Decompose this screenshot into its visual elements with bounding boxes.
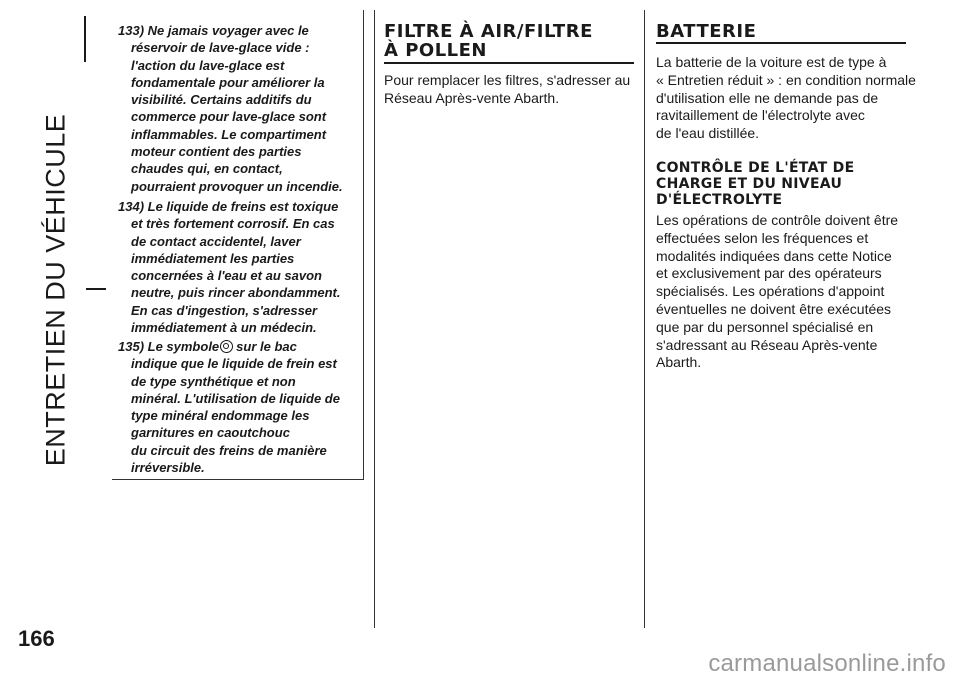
warning-line: pourraient provoquer un incendie. xyxy=(131,178,343,194)
warning-134 xyxy=(118,198,358,336)
battery-body xyxy=(656,54,916,143)
warning-line: commerce pour lave-glace sont xyxy=(131,109,327,125)
warning-line: réservoir de lave-glace vide : xyxy=(131,40,310,56)
electrolyte-body-line: Abarth. xyxy=(656,354,702,371)
battery-body-line: ravitaillement de l'électrolyte avec xyxy=(656,107,865,124)
electrolyte-body-line: que par du personnel spécialisé en xyxy=(656,318,874,335)
warning-line: 133) Ne jamais voyager avec le xyxy=(118,23,309,38)
electrolyte-subheading xyxy=(656,160,854,208)
electrolyte-body-line: et exclusivement par des opérateurs xyxy=(656,265,882,282)
electrolyte-body-line: effectuées selon les fréquences et xyxy=(656,229,869,246)
warning-line: moteur contient des parties xyxy=(131,144,302,160)
side-title-rule-top xyxy=(84,16,86,62)
warning-line: indique que le liquide de frein est xyxy=(131,356,337,372)
battery-heading-line: BATTERIE xyxy=(656,21,757,42)
warning-line: garnitures en caoutchouc xyxy=(131,425,290,441)
electrolyte-body-line: Les opérations de contrôle doivent être xyxy=(656,212,899,228)
electrolyte-subheading-line: CONTRÔLE DE L'ÉTAT DE xyxy=(656,160,855,176)
battery-body-line: d'utilisation elle ne demande pas de xyxy=(656,89,879,106)
warning-line: concernées à l'eau et au savon xyxy=(131,268,322,284)
warning-line: type minéral endommage les xyxy=(131,408,310,424)
warning-line: et très fortement corrosif. En cas xyxy=(131,216,335,232)
warning-line: de contact accidentel, laver xyxy=(131,233,301,249)
battery-body-line: de l'eau distillée. xyxy=(656,125,760,142)
electrolyte-body xyxy=(656,212,898,372)
warning-133 xyxy=(118,22,358,195)
filter-body xyxy=(384,72,630,108)
electrolyte-body-line: éventuelles ne doivent être exécutées xyxy=(656,300,892,317)
warning-line: de type synthétique et non xyxy=(131,373,296,389)
battery-heading xyxy=(656,22,756,41)
electrolyte-subheading-line: CHARGE ET DU NIVEAU xyxy=(656,176,843,192)
column-divider-1 xyxy=(374,10,375,628)
filter-heading-line: FILTRE À AIR/FILTRE xyxy=(384,21,593,42)
warning-line: 134) Le liquide de freins est toxique xyxy=(118,199,339,214)
filter-heading-rule xyxy=(384,62,634,64)
warning-135 xyxy=(118,338,358,476)
warning-line: neutre, puis rincer abondamment. xyxy=(131,285,341,301)
brake-fluid-symbol-icon xyxy=(220,340,233,353)
warning-line: du circuit des freins de manière xyxy=(131,442,327,458)
warning-line: chaudes qui, en contact, xyxy=(131,161,283,177)
warning-line: immédiatement les parties xyxy=(131,250,295,266)
chapter-side-title-text: ENTRETIEN DU VÉHICULE xyxy=(40,113,71,467)
warning-line: minéral. L'utilisation de liquide de xyxy=(131,390,340,406)
warning-line: irréversible. xyxy=(131,460,205,476)
electrolyte-body-line: spécialisés. Les opérations d'appoint xyxy=(656,283,885,300)
battery-body-line: La batterie de la voiture est de type à xyxy=(656,54,887,70)
warning-line: immédiatement à un médecin. xyxy=(131,320,317,336)
electrolyte-subheading-line: D'ÉLECTROLYTE xyxy=(656,192,783,208)
filter-body-line: Réseau Après-vente Abarth. xyxy=(384,89,560,106)
battery-body-line: « Entretien réduit » : en condition normale xyxy=(656,71,916,88)
warning-line: fondamentale pour améliorer la xyxy=(131,74,325,90)
electrolyte-body-line: modalités indiquées dans cette Notice xyxy=(656,247,892,264)
warning-line: l'action du lave-glace est xyxy=(131,57,285,73)
filter-body-line: Pour remplacer les filtres, s'adresser au xyxy=(384,72,631,88)
warning-line xyxy=(118,338,358,355)
battery-heading-rule xyxy=(656,42,906,44)
warning-line: visibilité. Certains additifs du xyxy=(131,92,312,108)
filter-heading-line: À POLLEN xyxy=(384,40,487,61)
column-divider-2 xyxy=(644,10,645,628)
filter-heading xyxy=(384,22,593,60)
page-number: 166 xyxy=(18,626,55,651)
side-title-rule-bottom xyxy=(86,288,106,290)
warning-135-end: sur le bac xyxy=(236,339,297,354)
warning-line: En cas d'ingestion, s'adresser xyxy=(131,302,318,318)
warning-line: inflammables. Le compartiment xyxy=(131,126,327,142)
watermark: carmanualsonline.info xyxy=(708,650,946,677)
electrolyte-body-line: s'adressant au Réseau Après-vente xyxy=(656,336,878,353)
warning-135-start: 135) Le symbole xyxy=(118,339,220,354)
